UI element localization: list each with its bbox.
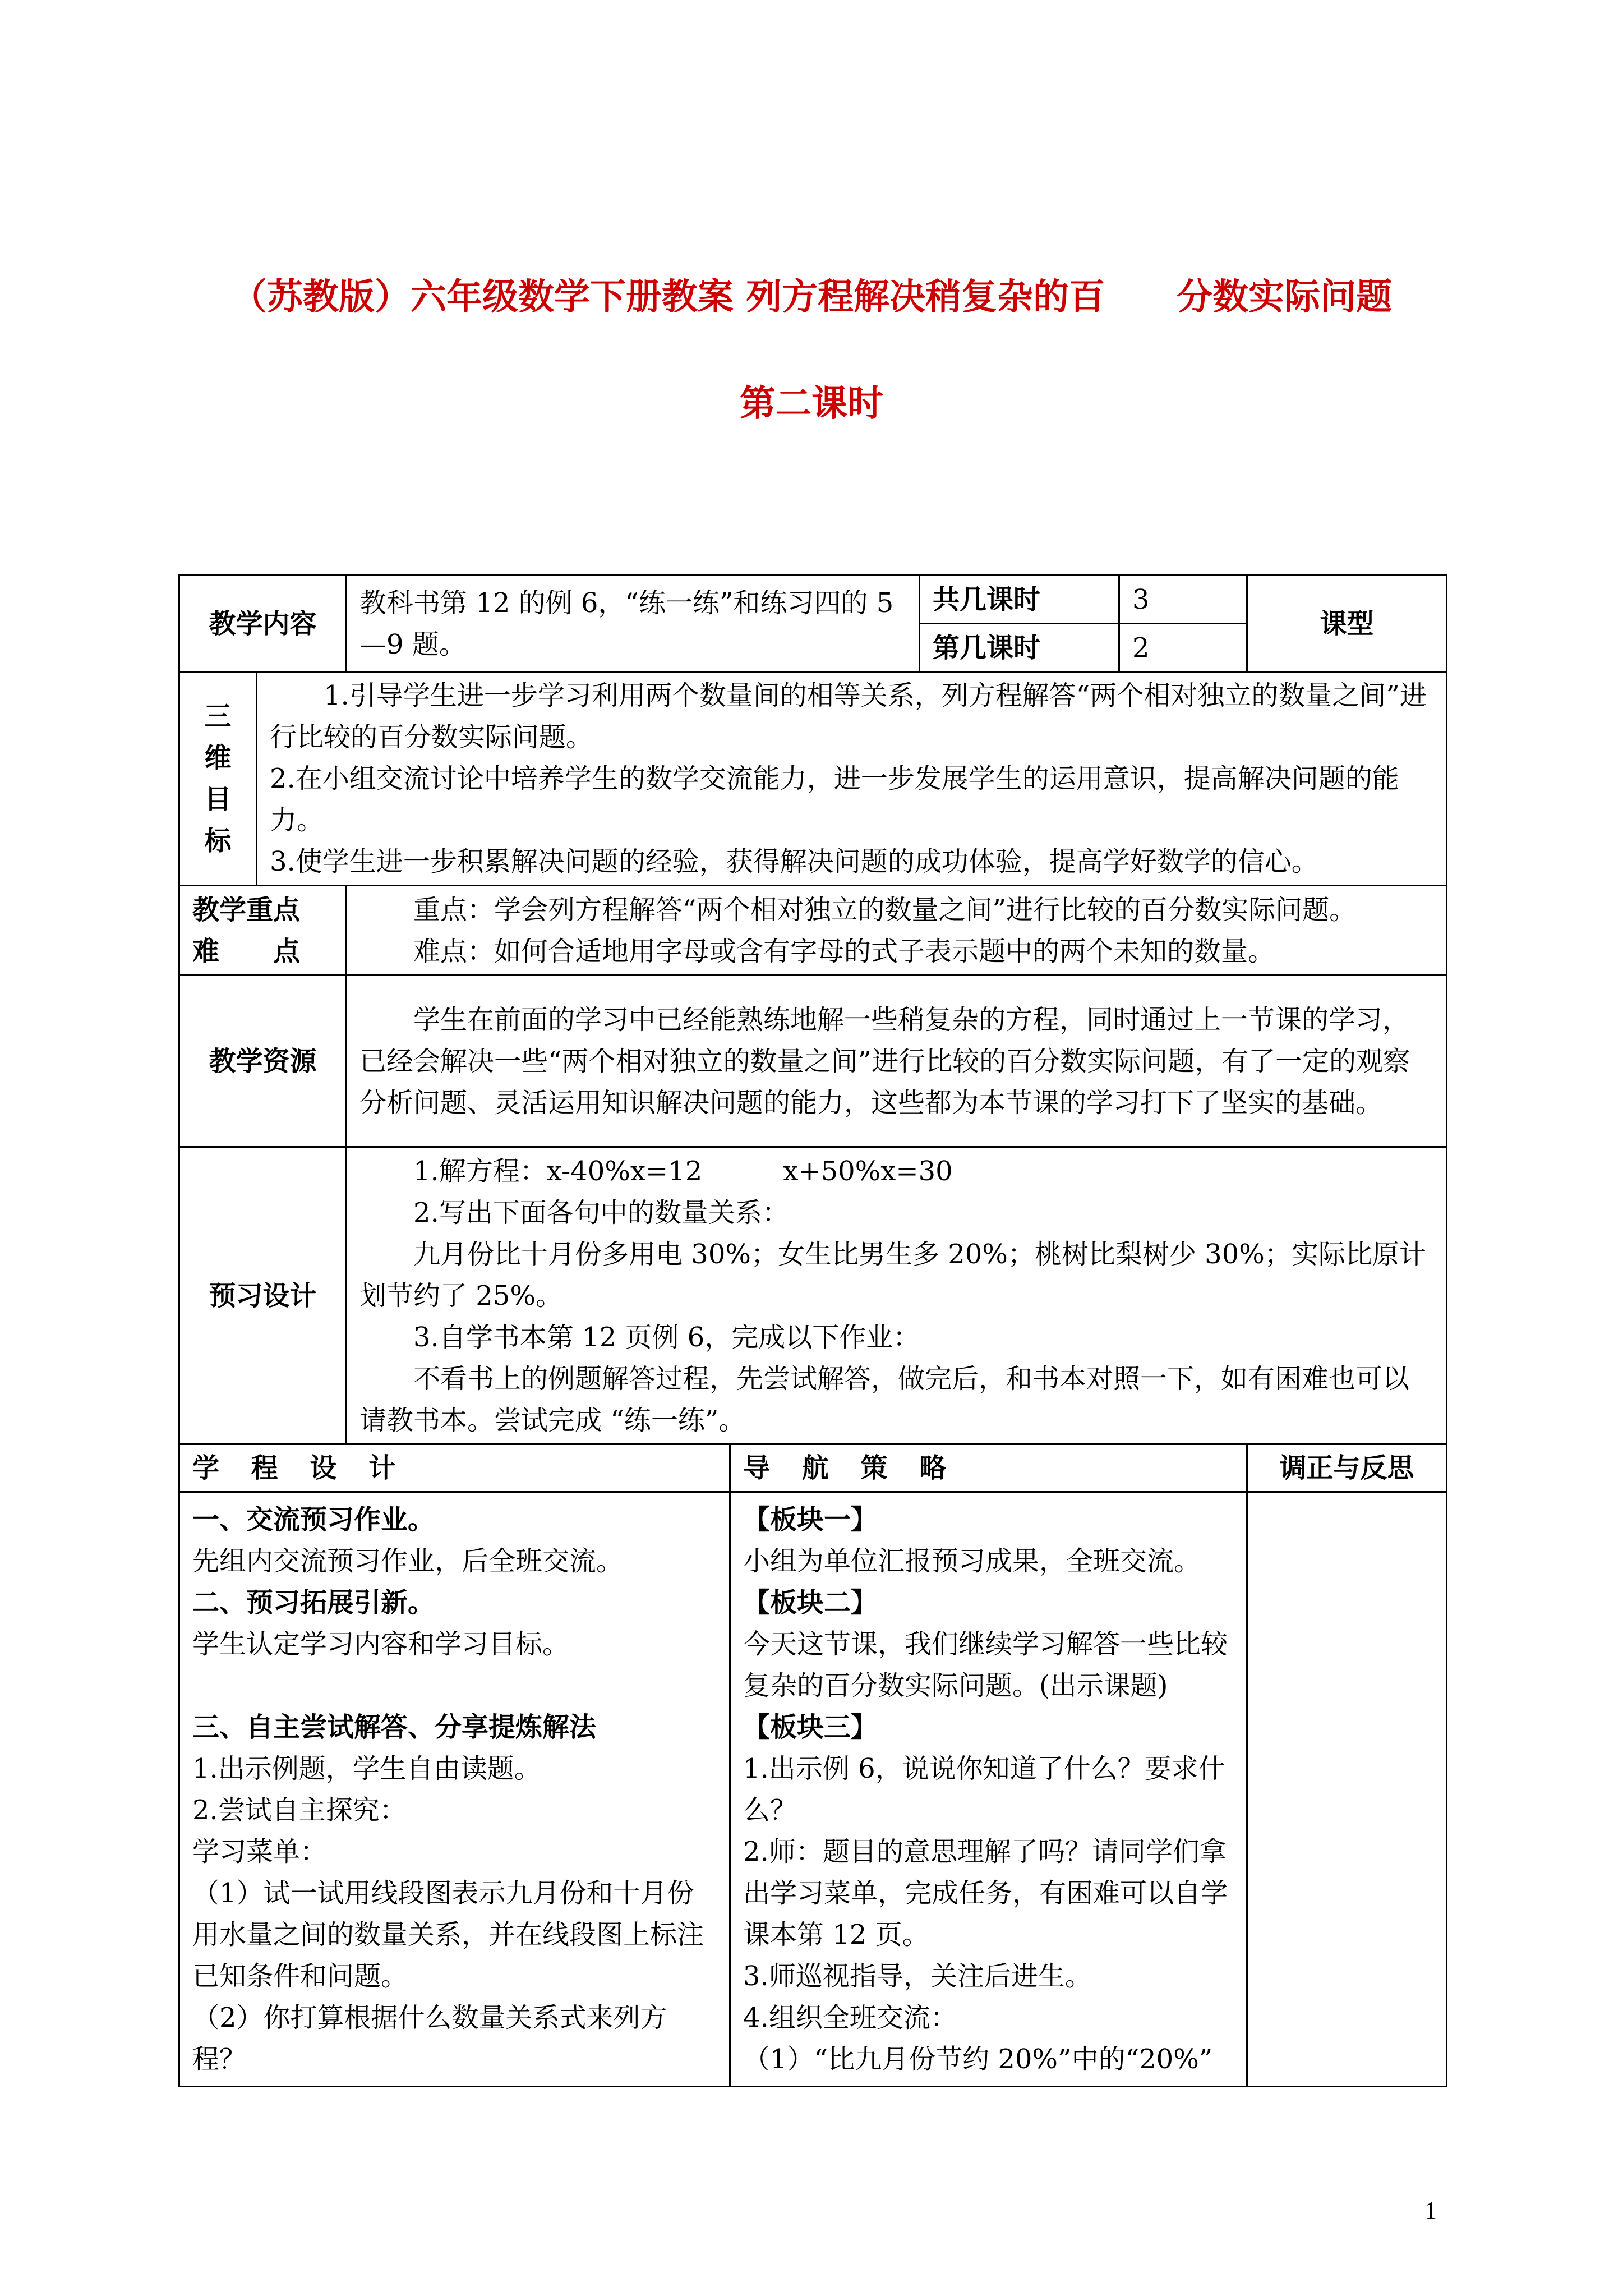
strategy-line: （1）“比九月份节约 20%”中的“20%” — [743, 2043, 1213, 2075]
preview-line: 1.解方程：x-40%x=12 x+50%x=30 — [413, 1155, 953, 1187]
design-line: 1.出示例题，学生自由读题。 — [192, 1752, 541, 1784]
strategy-line: 【板块一】 — [743, 1503, 878, 1535]
focus-label: 教学重点 难 点 — [179, 886, 347, 976]
strategy-line: 【板块二】 — [743, 1586, 878, 1618]
document-title: （苏教版）六年级数学下册教案 列方程解决稍复杂的百 分数实际问题 — [230, 277, 1393, 318]
goals-label: 三 维 目 标 — [179, 672, 257, 886]
goal-item: 3.使学生进一步积累解决问题的经验，获得解决问题的成功体验，提高学好数学的信心。 — [270, 846, 1318, 877]
difficulty: 难点：如何合适地用字母或含有字母的式子表示题中的两个未知的数量。 — [413, 935, 1275, 967]
process-design-column — [179, 1492, 730, 2087]
total-lessons-value: 3 — [1119, 576, 1247, 624]
design-line: 学习菜单： — [192, 1835, 328, 1867]
strategy-line: 1.出示例 6，说说你知道了什么？要求什么？ — [743, 1752, 1225, 1826]
goal-item: 1.引导学生进一步学习利用两个数量间的相等关系，列方程解答“两个相对独立的数量之间”进行比较的百分数实际问题。 — [270, 680, 1427, 753]
design-line: 二、预习拓展引新。 — [192, 1586, 435, 1618]
lesson-type-label: 课型 — [1247, 576, 1447, 672]
page-number: 1 — [1424, 2197, 1437, 2224]
process-strategy-column — [730, 1492, 1247, 2087]
strategy-line: 2.师：题目的意思理解了吗？请同学们拿出学习菜单，完成任务，有困难可以自学课本第 12 页。 — [743, 1835, 1228, 1950]
preview-line: 3.自学书本第 12 页例 6，完成以下作业： — [413, 1321, 920, 1353]
preview-content — [347, 1147, 1447, 1444]
process-reflection-column — [1247, 1492, 1447, 2087]
goal-item: 2.在小组交流讨论中培养学生的数学交流能力，进一步发展学生的运用意识，提高解决问题的能力。 — [270, 763, 1399, 836]
design-line: 2.尝试自主探究： — [192, 1794, 407, 1826]
process-header-strategy: 导 航 策 略 — [730, 1444, 1247, 1492]
design-line: 先组内交流预习作业，后全班交流。 — [192, 1545, 624, 1577]
design-line: 学生认定学习内容和学习目标。 — [192, 1628, 570, 1660]
preview-line: 2.写出下面各句中的数量关系： — [413, 1197, 789, 1228]
strategy-line: 小组为单位汇报预习成果，全班交流。 — [743, 1545, 1201, 1577]
preview-label: 预习设计 — [179, 1147, 347, 1444]
design-line: （1）试一试用线段图表示九月份和十月份用水量之间的数量关系，并在线段图上标注已知条件和问题。 — [192, 1877, 704, 1992]
resources-label: 教学资源 — [179, 976, 347, 1147]
strategy-line: 【板块三】 — [743, 1711, 878, 1743]
preview-line: 不看书上的例题解答过程，先尝试解答，做完后，和书本对照一下，如有困难也可以请教书本。尝试完成 “练一练”。 — [359, 1363, 1410, 1436]
which-lesson-value: 2 — [1119, 624, 1247, 672]
lesson-plan-table — [178, 574, 1447, 2087]
which-lesson-label: 第几课时 — [920, 624, 1119, 672]
strategy-line: 3.师巡视指导，关注后进生。 — [743, 1960, 1092, 1992]
strategy-line: 4.组织全班交流： — [743, 2001, 957, 2033]
design-line: 一、交流预习作业。 — [192, 1503, 435, 1535]
document-subtitle: 第二课时 — [740, 383, 883, 425]
process-header-reflection: 调正与反思 — [1247, 1444, 1447, 1492]
key-point: 重点：学会列方程解答“两个相对独立的数量之间”进行比较的百分数实际问题。 — [413, 894, 1357, 926]
design-line: （2）你打算根据什么数量关系式来列方程？ — [192, 2001, 667, 2075]
preview-line: 九月份比十月份多用电 30%；女生比男生多 20%；桃树比梨树少 30%；实际比原计划节约了 25%。 — [359, 1238, 1426, 1312]
design-line — [192, 1665, 717, 1706]
goals-content — [257, 672, 1447, 886]
resources-text: 学生在前面的学习中已经能熟练地解一些稍复杂的方程，同时通过上一节课的学习，已经会解决一些“两个相对独立的数量之间”进行比较的百分数实际问题，有了一定的观察分析问题、灵活运用知识解决问题的能力，这些都为本节课的学习打下了坚实的基础。 — [347, 976, 1447, 1147]
focus-content — [347, 886, 1447, 976]
content-label: 教学内容 — [179, 576, 347, 672]
process-header-design: 学 程 设 计 — [179, 1444, 730, 1492]
strategy-line: 今天这节课，我们继续学习解答一些比较复杂的百分数实际问题。(出示课题) — [743, 1628, 1228, 1701]
content-text: 教科书第 12 的例 6，“练一练”和练习四的 5—9 题。 — [347, 576, 920, 672]
design-line: 三、自主尝试解答、分享提炼解法 — [192, 1711, 597, 1743]
total-lessons-label: 共几课时 — [920, 576, 1119, 624]
